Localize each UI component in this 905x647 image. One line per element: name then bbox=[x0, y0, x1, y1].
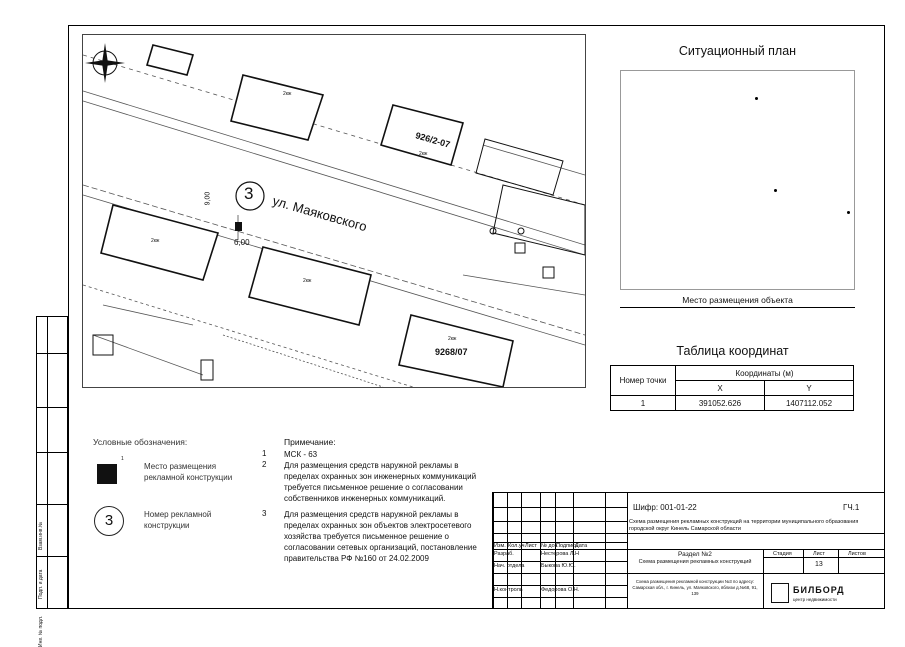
building-label: 2кж bbox=[283, 91, 292, 97]
compass-icon bbox=[85, 43, 125, 83]
building-label: 2кж bbox=[419, 151, 428, 157]
col-header-coords: Координаты (м) bbox=[676, 366, 854, 381]
situation-plan-caption: Место размещения объекта bbox=[682, 295, 793, 305]
note-number: 3 bbox=[262, 509, 267, 518]
title-block bbox=[492, 492, 884, 608]
section-label: Раздел №2 bbox=[678, 551, 712, 558]
construction-number: 3 bbox=[244, 184, 254, 203]
role-name: Нестерова Л.Н bbox=[541, 551, 579, 557]
role-name: Быкова Ю.Ю. bbox=[541, 563, 576, 569]
section-title: Схема размещения рекламных конструкций bbox=[638, 559, 752, 565]
note-text: МСК - 63 bbox=[284, 450, 318, 459]
street-label: ул. Маяковского bbox=[270, 193, 369, 235]
role-label: Нач. отдела bbox=[494, 563, 525, 569]
legend-square-icon bbox=[97, 464, 117, 484]
head-col: Подпись bbox=[556, 543, 578, 549]
note-text: Для размещения средств наружной рекламы в пределах охранных зон инженерных коммуникаций требуется письменное решение о согласовании собственников инженерных коммуникаций. bbox=[284, 461, 477, 503]
construction-marker bbox=[235, 222, 242, 231]
sheets-label: Листов bbox=[848, 551, 866, 557]
parcel-label: 9268/07 bbox=[435, 347, 468, 357]
cell-point: 1 bbox=[611, 396, 676, 411]
note-number: 2 bbox=[262, 460, 267, 469]
situation-plan-title: Ситуационный план bbox=[678, 44, 797, 58]
divider bbox=[620, 307, 855, 308]
notes-title: Примечание: bbox=[284, 437, 336, 447]
cell-y: 1407112.052 bbox=[765, 396, 854, 411]
cell-x: 391052.626 bbox=[676, 396, 765, 411]
head-col: Дата bbox=[575, 543, 588, 549]
project-code: Шифр: 001-01-22 bbox=[633, 503, 697, 512]
coordinates-table bbox=[610, 365, 854, 411]
sheet-label: Лист bbox=[813, 551, 825, 557]
sheet-code: ГЧ.1 bbox=[843, 503, 860, 512]
role-name: Федорова О.Н. bbox=[541, 587, 580, 593]
legend-square-label: Место размещения рекламной конструкции bbox=[144, 462, 233, 482]
side-label-sign: Подп. и дата bbox=[38, 569, 44, 599]
coordinates-table-title: Таблица координат bbox=[676, 344, 789, 358]
head-col: № док. bbox=[541, 543, 559, 549]
col-header-y: Y bbox=[765, 381, 854, 396]
stage-label: Стадия bbox=[773, 551, 792, 557]
building-label: 2кж bbox=[448, 336, 457, 342]
side-label-inv: Инв. № подл. bbox=[38, 615, 44, 647]
sheet-number: 13 bbox=[815, 561, 823, 568]
dimension-label: 9,00 bbox=[204, 191, 212, 206]
building-label: 2кж bbox=[303, 278, 312, 284]
col-header-x: X bbox=[676, 381, 765, 396]
head-col: Лист bbox=[525, 543, 537, 549]
site-map bbox=[82, 34, 586, 388]
dimension-label: 6,00 bbox=[234, 238, 250, 247]
parcel-label: 926/2-07 bbox=[414, 130, 452, 150]
role-label: Разраб. bbox=[494, 551, 514, 557]
role-label: Н.контроль bbox=[494, 587, 523, 593]
legend-circle-label: Номер рекламной конструкции bbox=[144, 510, 212, 530]
side-label-replace: Взам.инв.№ bbox=[38, 521, 44, 550]
company-name: БИЛБОРД bbox=[793, 585, 845, 595]
legend-square-index: 1 bbox=[121, 456, 124, 462]
drawing-description: Схема размещения рекламной конструкции №3 по адресу: Самарская обл., г. Кинель, ул. Маяковского, вблизи д.№68, 91, 139 bbox=[632, 579, 758, 596]
col-header-point: Номер точки bbox=[611, 366, 676, 396]
head-col: Кол.уч bbox=[508, 543, 525, 549]
project-title: Схема размещения рекламных конструкций на территории муниципального образования городской округ Кинель Самарской области bbox=[629, 519, 859, 532]
legend-circle-icon: 3 bbox=[94, 506, 124, 536]
note-number: 1 bbox=[262, 449, 267, 458]
situation-plan-box bbox=[620, 70, 855, 290]
side-strip bbox=[36, 316, 68, 647]
company-logo-icon bbox=[771, 583, 789, 603]
building-label: 2кж bbox=[151, 238, 160, 244]
head-col: Изм. bbox=[494, 543, 506, 549]
table-row bbox=[611, 396, 854, 411]
note-text: Для размещения средств наружной рекламы в пределах охранных зон объектов электросетевого хозяйства требуется письменное решение о согласовании сетевых организаций, постановление правительства РФ №160 от 24.02.2009 bbox=[284, 510, 477, 563]
company-subtitle: центр недвижимости bbox=[793, 597, 837, 602]
legend-title: Условные обозначения: bbox=[93, 437, 188, 447]
